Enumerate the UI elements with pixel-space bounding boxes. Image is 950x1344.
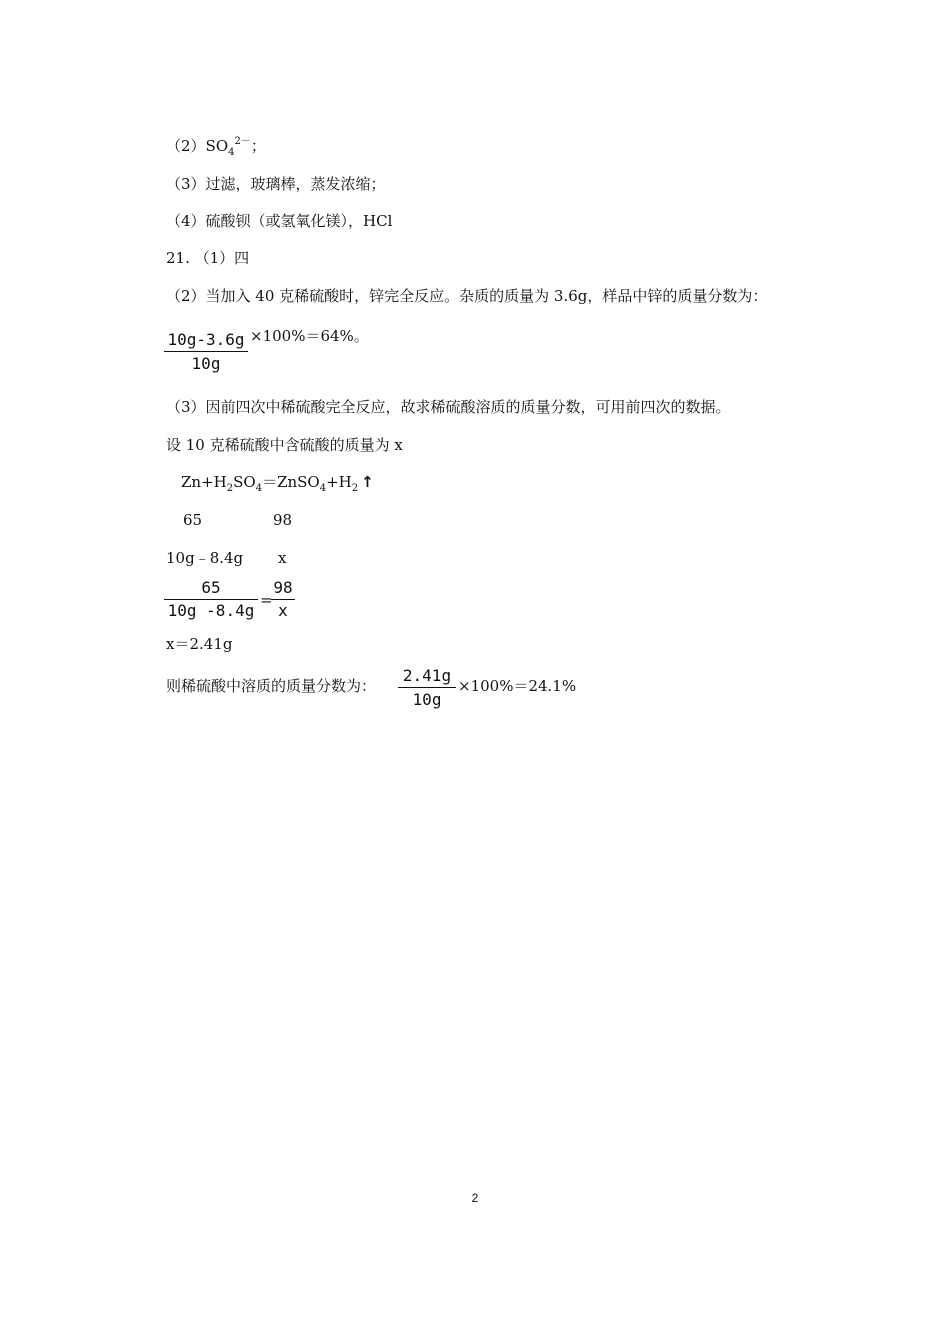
q21-part3: （3）因前四次中稀硫酸完全反应，故求稀硫酸溶质的质量分数，可用前四次的数据。 xyxy=(166,398,731,416)
fraction-denominator: x xyxy=(278,601,288,620)
eq-part: +H xyxy=(326,473,352,491)
mass-zn: 10g﹣8.4g xyxy=(166,549,244,567)
fraction-zinc-tail: ×100%＝64%。 xyxy=(250,327,369,345)
q21-final-tail: ×100%＝24.1% xyxy=(458,677,577,695)
eq-sub: 2 xyxy=(351,483,359,494)
molar-mass-h2so4: 98 xyxy=(273,511,293,529)
eq-part: SO xyxy=(233,473,256,491)
fraction-zinc-fraction xyxy=(164,328,248,374)
fraction-numerator: 65 xyxy=(201,578,221,597)
q21-part1: 21. （1）四 xyxy=(166,249,250,267)
fraction-bar xyxy=(164,351,248,352)
ratio-equals: = xyxy=(260,591,273,609)
q21-result: x＝2.41g xyxy=(166,635,233,653)
fraction-numerator: 98 xyxy=(273,578,293,597)
q20-part4: （4）硫酸钡（或氢氧化镁），HCl xyxy=(166,212,393,230)
q20-part2 xyxy=(166,136,266,156)
ratio-fraction-left xyxy=(164,577,258,623)
gas-arrow-icon: ↑ xyxy=(361,473,374,491)
fraction-bar xyxy=(164,599,258,600)
q20-part3: （3）过滤，玻璃棒，蒸发浓缩； xyxy=(166,175,386,193)
fraction-denominator: 10g xyxy=(191,354,221,373)
eq-sub: 2 xyxy=(226,483,234,494)
ratio-fraction-right xyxy=(271,577,295,623)
q20-part2-sup: 2－ xyxy=(234,136,251,147)
eq-sub: 4 xyxy=(255,483,263,494)
q20-part2-punct: ； xyxy=(250,137,266,155)
eq-part: ＝ZnSO xyxy=(262,473,320,491)
fraction-denominator: 10g xyxy=(412,690,442,709)
mass-x: x xyxy=(278,549,287,567)
fraction-numerator: 2.41g xyxy=(402,666,452,685)
q21-setup: 设 10 克稀硫酸中含硫酸的质量为 x xyxy=(166,436,403,454)
q21-final-label: 则稀硫酸中溶质的质量分数为： xyxy=(166,677,377,695)
fraction-bar xyxy=(398,687,456,688)
fraction-denominator: 10g -8.4g xyxy=(167,601,255,620)
chemical-equation xyxy=(181,472,374,492)
q20-part2-sub: 4 xyxy=(228,147,235,158)
fraction-final xyxy=(398,664,456,710)
q21-part2: （2）当加入 40 克稀硫酸时，锌完全反应。杂质的质量为 3.6g，样品中锌的质量分数为： xyxy=(166,287,768,305)
molar-mass-zn: 65 xyxy=(183,511,203,529)
fraction-numerator: 10g-3.6g xyxy=(167,330,245,349)
eq-sub: 4 xyxy=(319,483,327,494)
page-number: 2 xyxy=(471,1191,479,1205)
fraction-bar xyxy=(271,599,295,600)
q20-part2-text: （2）SO xyxy=(166,137,229,155)
eq-part: Zn+H xyxy=(181,473,227,491)
